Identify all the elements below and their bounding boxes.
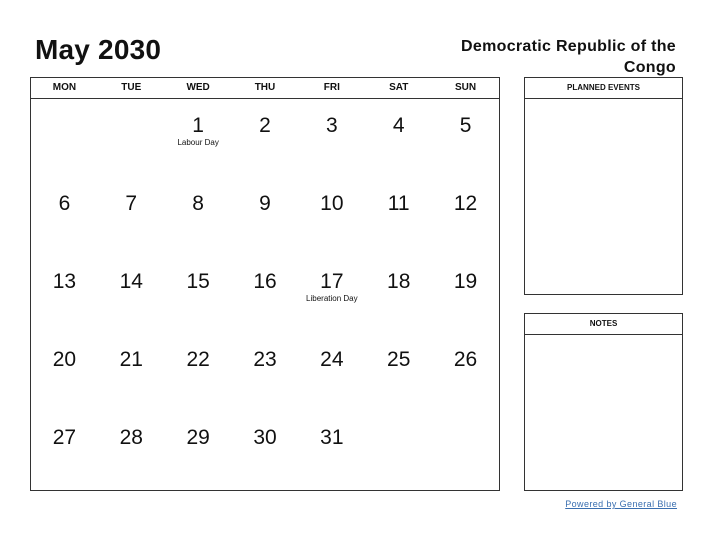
- date-number: 30: [253, 426, 277, 449]
- powered-by-link[interactable]: Powered by General Blue: [565, 499, 677, 509]
- day-cell[interactable]: [365, 177, 432, 255]
- holiday-label: Liberation Day: [306, 294, 358, 303]
- week-row: [31, 411, 499, 489]
- date-number: 28: [119, 426, 143, 449]
- holiday-label: Labour Day: [177, 138, 219, 147]
- date-number: 13: [52, 270, 77, 293]
- date-number: 5: [459, 114, 472, 137]
- date-number: 21: [119, 348, 143, 371]
- day-cell[interactable]: [98, 255, 165, 333]
- planned-events-header: PLANNED EVENTS: [525, 78, 682, 99]
- date-number: 15: [186, 270, 210, 293]
- day-cell[interactable]: [432, 255, 499, 333]
- day-cell[interactable]: [232, 255, 299, 333]
- day-cell[interactable]: [365, 333, 432, 411]
- notes-box: [524, 313, 683, 491]
- date-number: 8: [192, 192, 204, 215]
- empty-day-cell: [98, 99, 165, 177]
- weekday-fri: FRI: [323, 82, 340, 93]
- calendar-weeks: [31, 99, 499, 489]
- date-number: 14: [119, 270, 143, 293]
- date-number: 10: [320, 192, 344, 215]
- date-number: 22: [186, 348, 210, 371]
- weekday-header: [31, 78, 499, 99]
- day-cell[interactable]: [232, 333, 299, 411]
- date-number: 29: [186, 426, 210, 449]
- date-number: 4: [392, 114, 405, 137]
- day-cell[interactable]: [365, 99, 432, 177]
- month-title: May 2030: [35, 34, 162, 65]
- day-cell[interactable]: [31, 255, 98, 333]
- day-cell[interactable]: [165, 255, 232, 333]
- day-cell[interactable]: [165, 177, 232, 255]
- day-cell[interactable]: [31, 177, 98, 255]
- date-number: 19: [453, 270, 478, 293]
- date-number: 18: [387, 270, 411, 293]
- day-cell[interactable]: [298, 99, 365, 177]
- weekday-tue: TUE: [121, 82, 142, 93]
- country-name: Democratic Republic of the Congo: [461, 38, 676, 76]
- notes-header: NOTES: [525, 314, 682, 335]
- date-number: 25: [387, 348, 411, 371]
- date-number: 26: [453, 348, 478, 371]
- day-cell[interactable]: [232, 177, 299, 255]
- week-row: [31, 177, 499, 255]
- date-number: 23: [253, 348, 277, 371]
- date-number: 24: [320, 348, 344, 371]
- day-cell[interactable]: [31, 333, 98, 411]
- date-number: 27: [52, 426, 77, 449]
- weekday-wed: WED: [186, 82, 210, 93]
- day-cell[interactable]: [98, 411, 165, 489]
- date-number: 31: [320, 426, 344, 449]
- day-cell[interactable]: [98, 333, 165, 411]
- week-row: [31, 333, 499, 411]
- day-cell[interactable]: [232, 411, 299, 489]
- date-number: 2: [259, 114, 271, 137]
- day-cell[interactable]: [298, 255, 365, 333]
- day-cell[interactable]: [432, 99, 499, 177]
- date-number: 12: [453, 192, 478, 215]
- day-cell[interactable]: [232, 99, 299, 177]
- date-number: 1: [192, 114, 204, 137]
- week-row: [31, 255, 499, 333]
- weekday-sun: SUN: [455, 82, 477, 93]
- date-number: 11: [387, 192, 410, 215]
- day-cell[interactable]: [165, 99, 232, 177]
- date-number: 3: [326, 114, 338, 137]
- empty-day-cell: [31, 99, 98, 177]
- day-cell[interactable]: [165, 333, 232, 411]
- week-row: [31, 99, 499, 177]
- weekday-mon: MON: [52, 82, 77, 93]
- date-number: 9: [259, 192, 271, 215]
- day-cell[interactable]: [365, 255, 432, 333]
- weekday-sat: SAT: [389, 82, 409, 93]
- weekday-thu: THU: [254, 82, 276, 93]
- planned-events-box: [524, 77, 683, 295]
- day-cell[interactable]: [432, 333, 499, 411]
- day-cell[interactable]: [298, 333, 365, 411]
- date-number: 16: [253, 270, 277, 293]
- calendar-grid: [30, 77, 500, 491]
- empty-day-cell: [365, 411, 432, 489]
- date-number: 6: [58, 192, 71, 215]
- day-cell[interactable]: [298, 411, 365, 489]
- date-number: 7: [125, 192, 138, 215]
- day-cell[interactable]: [432, 177, 499, 255]
- day-cell[interactable]: [165, 411, 232, 489]
- date-number: 20: [52, 348, 77, 371]
- day-cell[interactable]: [98, 177, 165, 255]
- day-cell[interactable]: [298, 177, 365, 255]
- date-number: 17: [320, 270, 344, 293]
- empty-day-cell: [432, 411, 499, 489]
- day-cell[interactable]: [31, 411, 98, 489]
